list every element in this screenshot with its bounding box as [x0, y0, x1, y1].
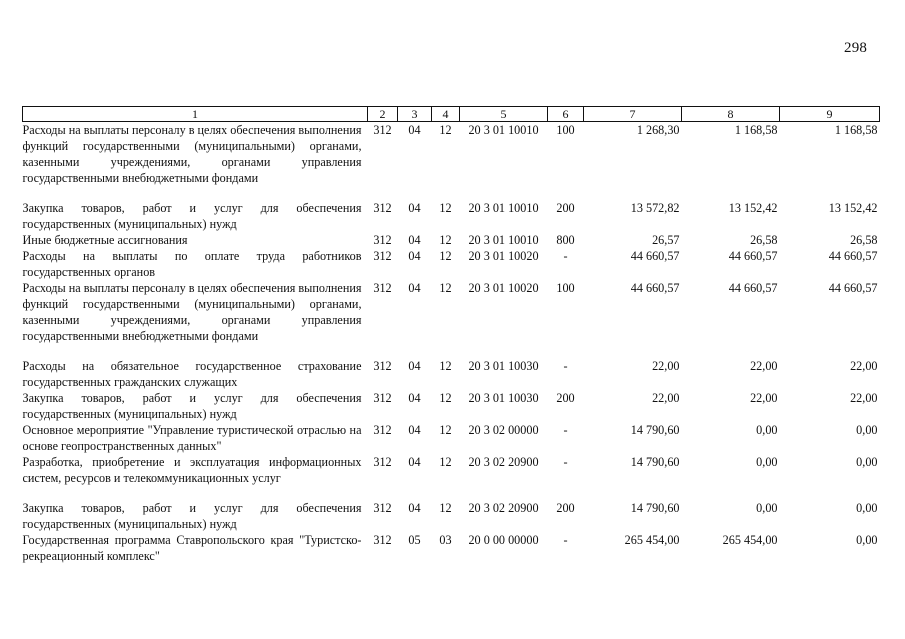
- row-ministry-code: 312: [373, 455, 392, 469]
- row-target-article: 20 3 01 10030: [468, 391, 539, 405]
- row-amount-7: 14 790,60: [630, 501, 680, 515]
- row-amount-7: 1 268,30: [636, 123, 680, 137]
- table-row: [23, 248, 880, 280]
- row-name: Закупка товаров, работ и услуг для обеспечения государственных (муниципальных) нужд: [22, 501, 362, 531]
- row-name: Разработка, приобретение и эксплуатация информационных систем, ресурсов и телекоммуникационных услуг: [22, 455, 362, 485]
- row-section-code: 04: [408, 281, 421, 295]
- table-row: [23, 122, 880, 201]
- row-subsection-code: 12: [439, 201, 452, 215]
- header-col-4: 4: [432, 107, 460, 122]
- row-amount-7: 44 660,57: [630, 281, 680, 295]
- row-amount-9: 13 152,42: [828, 201, 878, 215]
- row-amount-7: 14 790,60: [630, 455, 680, 469]
- row-name: Иные бюджетные ассигнования: [22, 233, 188, 247]
- row-expense-type: 100: [556, 281, 575, 295]
- row-section-code: 04: [408, 423, 421, 437]
- row-amount-9: 0,00: [856, 533, 878, 547]
- table-row: [23, 280, 880, 358]
- row-section-code: 04: [408, 455, 421, 469]
- row-section-code: 04: [408, 201, 421, 215]
- row-amount-8: 13 152,42: [728, 201, 778, 215]
- row-amount-9: 44 660,57: [828, 281, 878, 295]
- row-expense-type: -: [563, 423, 568, 437]
- row-target-article: 20 3 01 10020: [468, 281, 539, 295]
- row-amount-7: 13 572,82: [630, 201, 680, 215]
- row-subsection-code: 12: [439, 233, 452, 247]
- row-ministry-code: 312: [373, 281, 392, 295]
- row-expense-type: -: [563, 359, 568, 373]
- header-col-6: 6: [548, 107, 584, 122]
- row-expense-type: 200: [556, 201, 575, 215]
- row-amount-7: 265 454,00: [624, 533, 680, 547]
- row-subsection-code: 12: [439, 423, 452, 437]
- row-ministry-code: 312: [373, 533, 392, 547]
- row-amount-8: 44 660,57: [728, 281, 778, 295]
- row-name: Расходы на выплаты по оплате труда работников государственных органов: [22, 249, 362, 279]
- row-ministry-code: 312: [373, 233, 392, 247]
- row-section-code: 04: [408, 359, 421, 373]
- row-subsection-code: 12: [439, 123, 452, 137]
- row-expense-type: -: [563, 533, 568, 547]
- row-expense-type: 100: [556, 123, 575, 137]
- header-col-1: 1: [23, 107, 368, 122]
- row-amount-7: 22,00: [652, 359, 680, 373]
- row-subsection-code: 03: [439, 533, 452, 547]
- row-amount-8: 0,00: [756, 455, 778, 469]
- row-amount-9: 26,58: [850, 233, 878, 247]
- row-target-article: 20 0 00 00000: [468, 533, 539, 547]
- row-amount-9: 0,00: [856, 423, 878, 437]
- table-row: [23, 390, 880, 422]
- row-ministry-code: 312: [373, 501, 392, 515]
- row-target-article: 20 3 02 00000: [468, 423, 539, 437]
- row-amount-8: 0,00: [756, 423, 778, 437]
- row-name: Расходы на выплаты персоналу в целях обеспечения выполнения функций государственными (муниципальными) органами, казенными учреждениями, органами управления государственными внебюджетными фондами: [22, 123, 362, 185]
- row-amount-7: 14 790,60: [630, 423, 680, 437]
- row-target-article: 20 3 01 10020: [468, 249, 539, 263]
- row-expense-type: -: [563, 455, 568, 469]
- row-name: Расходы на выплаты персоналу в целях обеспечения выполнения функций государственными (муниципальными) органами, казенными учреждениями, органами управления государственными внебюджетными фондами: [22, 281, 362, 343]
- row-amount-7: 26,57: [652, 233, 680, 247]
- row-ministry-code: 312: [373, 201, 392, 215]
- row-ministry-code: 312: [373, 359, 392, 373]
- row-target-article: 20 3 01 10010: [468, 233, 539, 247]
- header-col-2: 2: [368, 107, 398, 122]
- row-expense-type: -: [563, 249, 568, 263]
- row-amount-9: 0,00: [856, 501, 878, 515]
- row-section-code: 05: [408, 533, 421, 547]
- row-ministry-code: 312: [373, 423, 392, 437]
- row-amount-8: 1 168,58: [734, 123, 778, 137]
- row-amount-9: 0,00: [856, 455, 878, 469]
- row-ministry-code: 312: [373, 249, 392, 263]
- row-section-code: 04: [408, 249, 421, 263]
- table-row: [23, 422, 880, 454]
- row-name: Закупка товаров, работ и услуг для обеспечения государственных (муниципальных) нужд: [22, 391, 362, 421]
- row-amount-7: 22,00: [652, 391, 680, 405]
- row-name: Государственная программа Ставропольского края "Туристско-рекреационный комплекс": [22, 533, 362, 563]
- row-amount-9: 22,00: [850, 359, 878, 373]
- row-ministry-code: 312: [373, 123, 392, 137]
- header-col-5: 5: [460, 107, 548, 122]
- table-row: [23, 500, 880, 532]
- row-target-article: 20 3 01 10030: [468, 359, 539, 373]
- row-amount-7: 44 660,57: [630, 249, 680, 263]
- row-target-article: 20 3 01 10010: [468, 201, 539, 215]
- row-name: Расходы на обязательное государственное страхование государственных гражданских служащих: [22, 359, 362, 389]
- row-subsection-code: 12: [439, 281, 452, 295]
- page-number: 298: [844, 40, 868, 56]
- table-row: [23, 532, 880, 564]
- row-expense-type: 800: [556, 233, 575, 247]
- row-amount-9: 44 660,57: [828, 249, 878, 263]
- row-name: Закупка товаров, работ и услуг для обеспечения государственных (муниципальных) нужд: [22, 201, 362, 231]
- row-expense-type: 200: [556, 501, 575, 515]
- row-target-article: 20 3 02 20900: [468, 501, 539, 515]
- table-row: [23, 454, 880, 500]
- row-subsection-code: 12: [439, 359, 452, 373]
- header-row: [23, 107, 880, 122]
- row-amount-8: 22,00: [750, 359, 778, 373]
- budget-table: [22, 106, 880, 564]
- row-amount-8: 26,58: [750, 233, 778, 247]
- row-amount-8: 22,00: [750, 391, 778, 405]
- header-col-9: 9: [780, 107, 880, 122]
- row-subsection-code: 12: [439, 501, 452, 515]
- row-section-code: 04: [408, 501, 421, 515]
- row-amount-8: 265 454,00: [722, 533, 778, 547]
- row-amount-9: 22,00: [850, 391, 878, 405]
- header-col-8: 8: [682, 107, 780, 122]
- row-section-code: 04: [408, 391, 421, 405]
- row-subsection-code: 12: [439, 249, 452, 263]
- row-subsection-code: 12: [439, 455, 452, 469]
- row-amount-9: 1 168,58: [834, 123, 878, 137]
- row-amount-8: 0,00: [756, 501, 778, 515]
- row-subsection-code: 12: [439, 391, 452, 405]
- row-target-article: 20 3 02 20900: [468, 455, 539, 469]
- row-target-article: 20 3 01 10010: [468, 123, 539, 137]
- row-name: Основное мероприятие "Управление туристической отраслью на основе геопространственных данных": [22, 423, 362, 453]
- header-col-7: 7: [584, 107, 682, 122]
- row-expense-type: 200: [556, 391, 575, 405]
- header-col-3: 3: [398, 107, 432, 122]
- table-row: [23, 200, 880, 232]
- table-row: [23, 232, 880, 248]
- table-row: [23, 358, 880, 390]
- row-amount-8: 44 660,57: [728, 249, 778, 263]
- row-ministry-code: 312: [373, 391, 392, 405]
- row-section-code: 04: [408, 123, 421, 137]
- row-section-code: 04: [408, 233, 421, 247]
